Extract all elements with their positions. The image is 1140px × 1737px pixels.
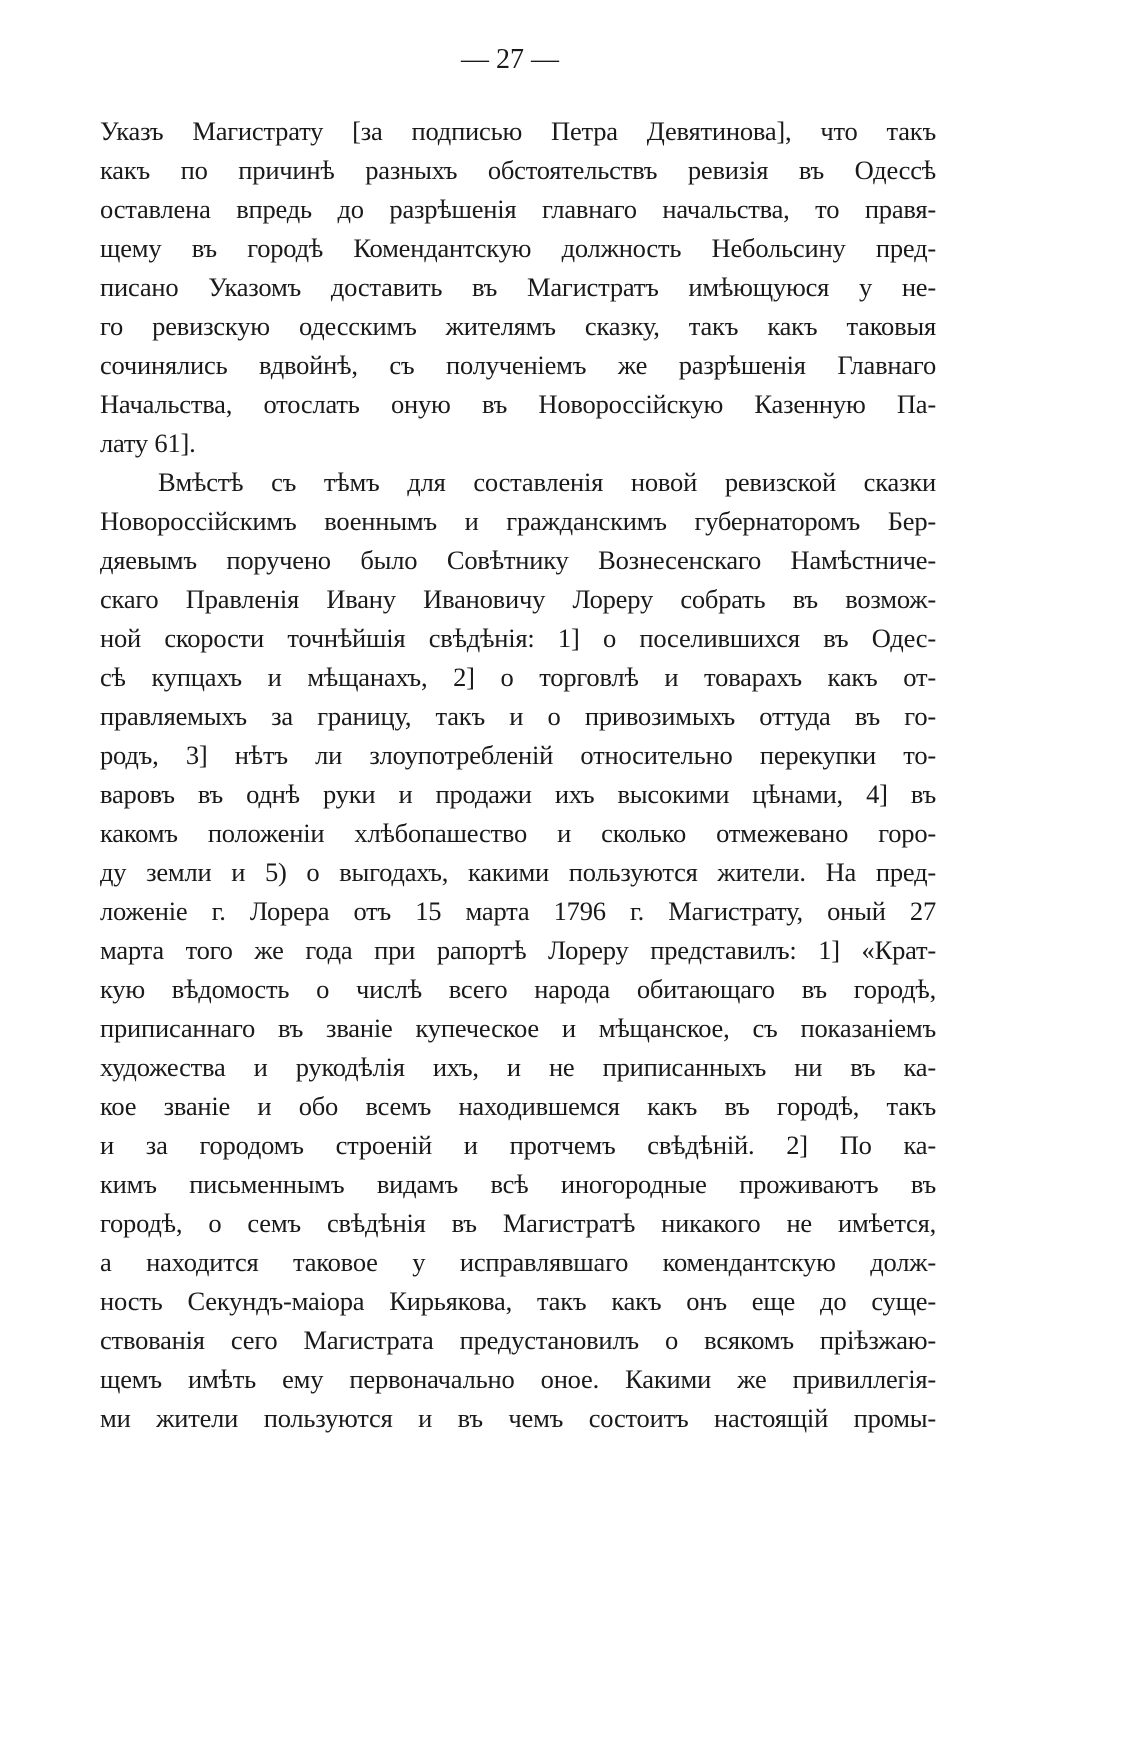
paragraph-1 <box>100 112 936 463</box>
text-line: какомъ положеніи хлѣбопашество и сколько отмежевано горо- <box>100 818 936 848</box>
text-line: ду земли и 5) о выгодахъ, какими пользуются жители. На пред- <box>100 857 936 887</box>
text-line: ствованія сего Магистрата предустановилъ о всякомъ пріѣзжаю- <box>100 1325 936 1355</box>
text-line: ность Секундъ-маіора Кирьякова, такъ какъ онъ еще до суще- <box>100 1286 936 1316</box>
text-line: Вмѣстѣ съ тѣмъ для составленія новой ревизской сказки <box>158 467 936 497</box>
text-line: городѣ, о семъ свѣдѣнія въ Магистратѣ никакого не имѣется, <box>100 1208 936 1238</box>
text-line: какъ по причинѣ разныхъ обстоятельствъ ревизія въ Одессѣ <box>100 155 936 185</box>
text-line: правляемыхъ за границу, такъ и о привозимыхъ оттуда въ го- <box>100 701 936 731</box>
text-line: кую вѣдомость о числѣ всего народа обитающаго въ городѣ, <box>100 974 936 1004</box>
page-body <box>100 112 936 1438</box>
text-line: скаго Правленія Ивану Ивановичу Лореру собрать въ возмож- <box>100 584 936 614</box>
text-line: ложеніе г. Лорера отъ 15 марта 1796 г. Магистрату, оный 27 <box>100 896 936 926</box>
text-line: сочинялись вдвойнѣ, съ полученіемъ же разрѣшенія Главнаго <box>100 350 936 380</box>
text-line: сѣ купцахъ и мѣщанахъ, 2] о торговлѣ и товарахъ какъ от- <box>100 662 936 692</box>
text-line: Новороссійскимъ военнымъ и гражданскимъ губернаторомъ Бер- <box>100 506 936 536</box>
text-line: дяевымъ поручено было Совѣтнику Вознесенскаго Намѣстниче- <box>100 545 936 575</box>
text-line: щему въ городѣ Комендантскую должность Небольсину пред- <box>100 233 936 263</box>
text-line: а находится таковое у исправлявшаго комендантскую долж- <box>100 1247 936 1277</box>
paragraph-2 <box>100 463 936 1438</box>
text-line: щемъ имѣть ему первоначально оное. Какими же привиллегія- <box>100 1364 936 1394</box>
text-line: ми жители пользуются и въ чемъ состоитъ настоящій промы- <box>100 1403 936 1433</box>
text-line: художества и рукодѣлія ихъ, и не приписанныхъ ни въ ка- <box>100 1052 936 1082</box>
text-line: приписаннаго въ званіе купеческое и мѣщанское, съ показаніемъ <box>100 1013 936 1043</box>
text-line: писано Указомъ доставить въ Магистратъ имѣющуюся у не- <box>100 272 936 302</box>
text-line: Начальства, отослать оную въ Новороссійскую Казенную Па- <box>100 389 936 419</box>
text-line: варовъ въ однѣ руки и продажи ихъ высокими цѣнами, 4] въ <box>100 779 936 809</box>
text-line: ной скорости точнѣйшія свѣдѣнія: 1] о поселившихся въ Одес- <box>100 623 936 653</box>
text-line: Указъ Магистрату [за подписью Петра Девятинова], что такъ <box>100 116 936 146</box>
text-line: лату 61]. <box>100 428 196 458</box>
text-line: оставлена впредь до разрѣшенія главнаго начальства, то правя- <box>100 194 936 224</box>
text-line: и за городомъ строеній и протчемъ свѣдѣній. 2] По ка- <box>100 1130 936 1160</box>
page-number: — 27 — <box>461 44 559 75</box>
text-line: родъ, 3] нѣтъ ли злоупотребленій относительно перекупки то- <box>100 740 936 770</box>
text-line: кимъ письменнымъ видамъ всѣ иногородные проживаютъ въ <box>100 1169 936 1199</box>
text-line: кое званіе и обо всемъ находившемся какъ въ городѣ, такъ <box>100 1091 936 1121</box>
text-line: го ревизскую одесскимъ жителямъ сказку, такъ какъ таковыя <box>100 311 936 341</box>
text-line: марта того же года при рапортѣ Лореру представилъ: 1] «Крат- <box>100 935 936 965</box>
